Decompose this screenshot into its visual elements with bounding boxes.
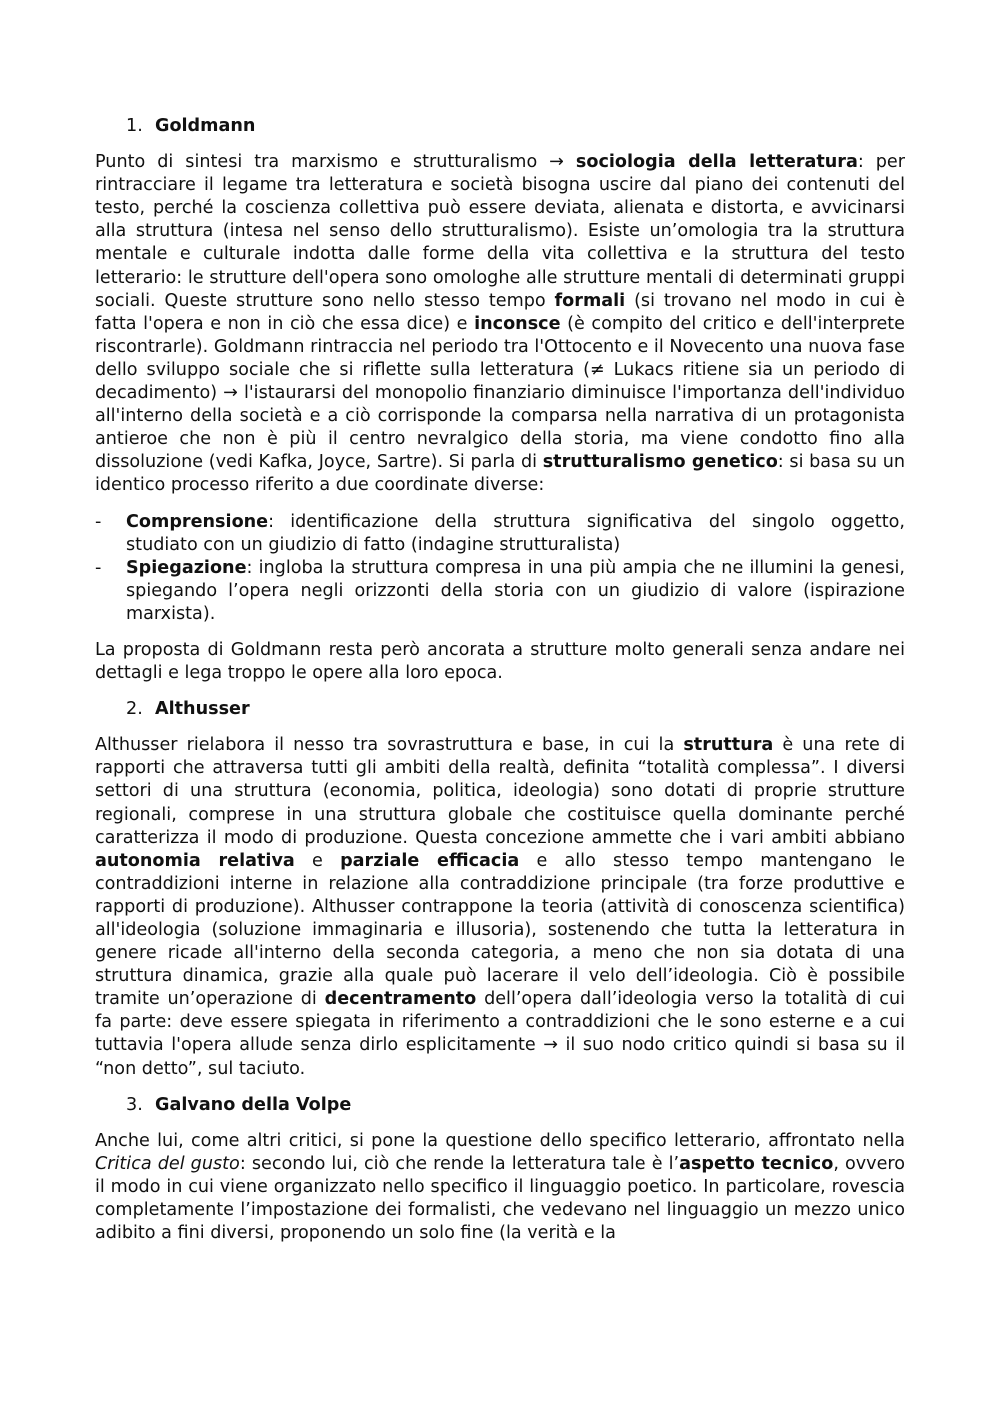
text-run: e allo stesso tempo mantengano le contraddizioni interne in relazione alla contraddizione principale (tra forze produttive e rapporti di produzione). Althusser contrappone la teoria (attività di conoscenza scientifica) all'ideologia (soluzione immaginaria e illusoria), sostenendo che tutta la letteratura in genere ricade all'interno della seconda categoria, a meno che non sia dotata di una struttura dinamica, grazie alla quale può lacerare il velo dell’ideologia. Ciò è possibile tramite un’operazione di [95, 850, 905, 1010]
section-2 [95, 698, 905, 1081]
text-run: dell’opera dall’ideologia verso la totalità di cui fa parte: deve essere spiegata in riferimento a contraddizioni che le sono esterne e a cui tuttavia l'opera allude senza dirlo esplicitamente → il suo nodo critico quindi si basa su il “non detto”, sul taciuto. [95, 989, 905, 1079]
text-run: (si trovano nel modo in cui è fatta l'opera e non in ciò che essa dice) e [95, 290, 905, 334]
list-item [95, 557, 905, 626]
text-run: La proposta di Goldmann resta però ancorata a strutture molto generali senza andare nei dettagli e lega troppo le opere alla loro epoca. [95, 639, 905, 684]
bold-text: parziale efficacia [340, 850, 520, 871]
section-3 [95, 1094, 905, 1246]
section-number: 2. [126, 699, 143, 720]
bullet-dash: - [95, 511, 102, 532]
bold-text: decentramento [324, 989, 477, 1010]
italic-text: Critica del gusto [95, 1153, 240, 1174]
section-number: 1. [126, 116, 143, 136]
paragraph [95, 1130, 905, 1245]
section-title: Galvano della Volpe [155, 1094, 352, 1115]
bullet-dash: - [95, 557, 102, 578]
list-item [95, 511, 905, 557]
bold-text: inconsce [474, 313, 561, 334]
text-run: e [294, 850, 341, 871]
section-heading [95, 1094, 905, 1117]
paragraph [95, 734, 905, 1080]
bold-text: formali [554, 290, 626, 311]
bold-text: sociologia della letteratura [575, 152, 858, 173]
bold-text: struttura [683, 735, 774, 756]
bold-text: Comprensione [126, 511, 269, 532]
list-item-text [126, 558, 905, 624]
section-1 [95, 115, 905, 685]
text-run: Punto di sintesi tra marxismo e strutturalismo → [95, 152, 576, 173]
text-run: (è compito del critico e dell'interprete riscontrarle). Goldmann rintraccia nel periodo tra l'Ottocento e il Novecento una nuova fase dello sviluppo sociale che si riflette sulla letteratura (≠ Lukacs ritiene sia un periodo di decadimento) → l'istaurarsi del monopolio finanziario diminuisce l'importanza dell'individuo all'interno della società e a ciò corrisponde la comparsa nella narrativa di un protagonista antieroe che non è più il centro nevralgico della storia, ma viene condotto fino alla dissoluzione (vedi Kafka, Joyce, Sartre). Si parla di [95, 313, 905, 473]
bold-text: aspetto tecnico [679, 1153, 834, 1174]
text-run: Althusser rielabora il nesso tra sovrastruttura e base, in cui la [95, 735, 684, 756]
list-item-text [126, 512, 905, 555]
text-run: Anche lui, come altri critici, si pone la questione dello specifico letterario, affrontato nella [95, 1130, 905, 1151]
bullet-list [95, 511, 905, 626]
paragraph [95, 151, 905, 497]
text-run: , ovvero il modo in cui viene organizzato nello specifico il linguaggio poetico. In particolare, rovescia completamente l’impostazione dei formalisti, che vedevano nel linguaggio un mezzo unico adibito a fini diversi, proponendo un solo fine (la verità e la [95, 1153, 905, 1244]
section-title: Goldmann [155, 116, 256, 136]
section-number: 3. [126, 1094, 143, 1115]
bold-text: strutturalismo genetico [542, 452, 778, 473]
text-run: : secondo lui, ciò che rende la letteratura tale è l’ [239, 1153, 680, 1174]
document-page [95, 115, 905, 1258]
paragraph [95, 639, 905, 685]
text-run: : ingloba la struttura compresa in una più ampia che ne illumini la genesi, spiegando l’opera negli orizzonti della storia con un giudizio di valore (ispirazione marxista). [126, 557, 905, 624]
section-heading [95, 698, 905, 721]
text-run: è una rete di rapporti che attraversa tutti gli ambiti della realtà, definita “totalità complessa”. I diversi settori di una struttura (economia, politica, ideologia) sono dotati di proprie strutture regionali, comprese in una struttura globale che costituisce quella dominante perché caratterizza il modo di produzione. Questa concezione ammette che i vari ambiti abbiano [95, 735, 905, 848]
section-heading [95, 115, 905, 138]
text-run: : identificazione della struttura significativa del singolo oggetto, studiato con un giudizio di fatto (indagine strutturalista) [126, 511, 905, 555]
section-title: Althusser [155, 699, 250, 720]
bold-text: autonomia relativa [95, 850, 295, 871]
text-run: : si basa su un identico processo riferito a due coordinate diverse: [95, 452, 905, 496]
bold-text: Spiegazione [126, 557, 247, 578]
text-run: : per rintracciare il legame tra letteratura e società bisogna uscire dal piano dei contenuti del testo, perché la coscienza collettiva può essere deviata, alienata e distorta, e avvicinarsi alla struttura (intesa nel senso dello strutturalismo). Esiste un’omologia tra la struttura mentale e culturale indotta dalle forme della vita collettiva e la struttura del testo letterario: le strutture dell'opera sono omologhe alle strutture mentali di determinati gruppi sociali. Queste strutture sono nello stesso tempo [95, 152, 905, 311]
